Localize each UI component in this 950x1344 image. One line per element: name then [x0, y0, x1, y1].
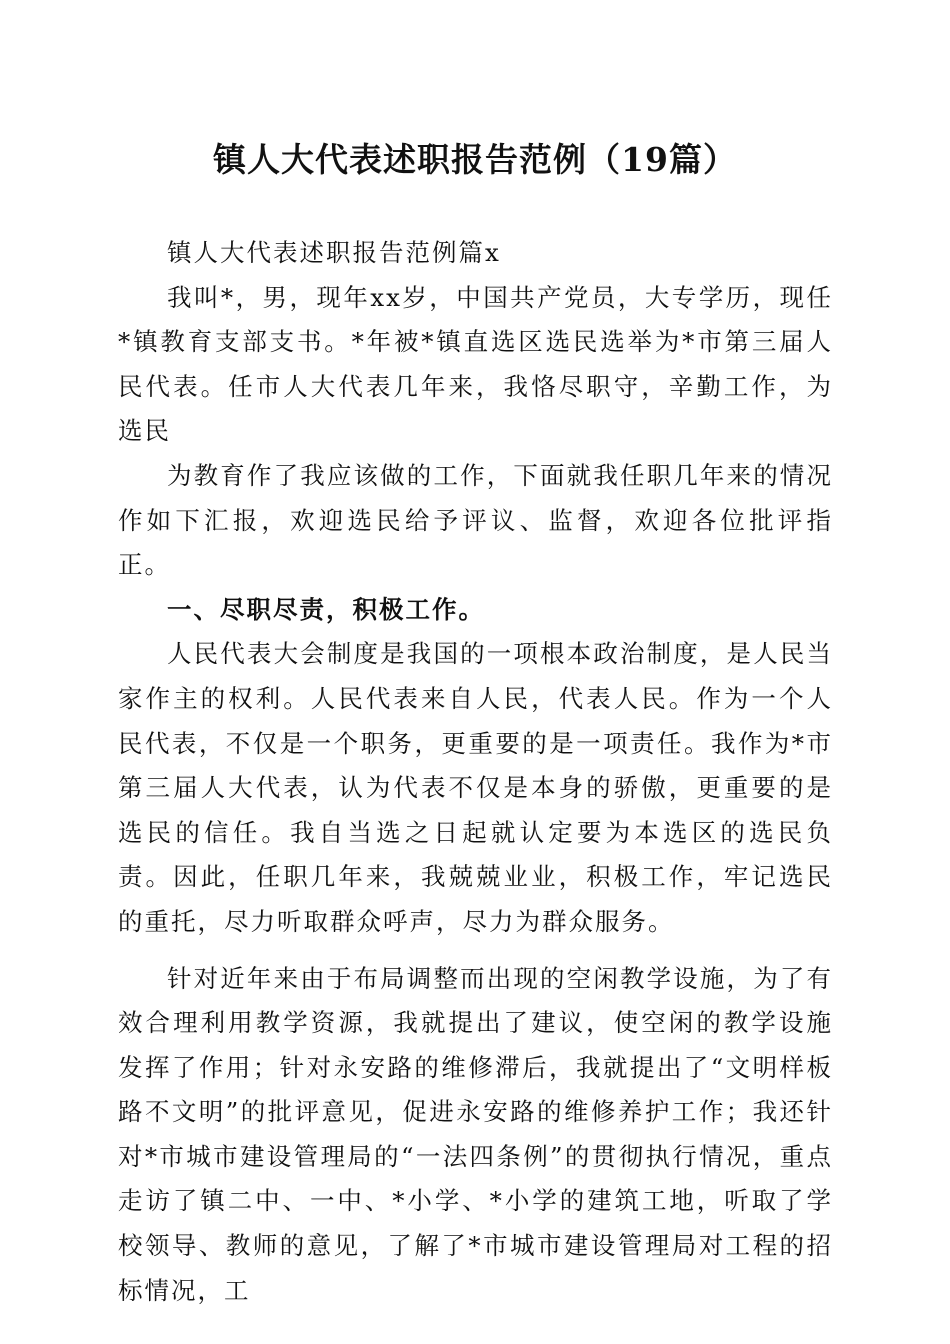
section-heading: 一、尽职尽责，积极工作。: [167, 594, 485, 624]
paragraph-actions: 针对近年来由于布局调整而出现的空闲教学设施，为了有效合理利用教学资源，我就提出了建议，使空闲的教学设施发挥了作用；针对永安路的维修滞后，我就提出了“文明样板路不文明”的批评意见，促进永安路的维修养护工作；我还针对*市城市建设管理局的“一法四条例”的贯彻执行情况，重点走访了镇二中、一中、*小学、*小学的建筑工地，听取了学校领导、教师的意见，了解了*市城市建设管理局对工程的招标情况，工: [118, 963, 833, 1305]
document-title: 镇人大代表述职报告范例（19篇）: [213, 140, 737, 179]
paragraph-report: 为教育作了我应该做的工作，下面就我任职几年来的情况作如下汇报，欢迎选民给予评议、监督，欢迎各位批评指正。: [118, 460, 833, 580]
paragraph-duty: 人民代表大会制度是我国的一项根本政治制度，是人民当家作主的权利。人民代表来自人民，代表人民。作为一个人民代表，不仅是一个职务，更重要的是一项责任。我作为*市第三届人大代表，认为代表不仅是本身的骄傲，更重要的是选民的信任。我自当选之日起就认定要为本选区的选民负责。因此，任职几年来，我兢兢业业，积极工作，牢记选民的重托，尽力听取群众呼声，尽力为群众服务。: [118, 639, 833, 936]
subtitle: 镇人大代表述职报告范例篇x: [167, 238, 501, 267]
paragraph-intro: 我叫*，男，现年xx岁，中国共产党员，大专学历，现任*镇教育支部支书。*年被*镇直选区选民选举为*市第三届人民代表。任市人大代表几年来，我恪尽职守，辛勤工作，为选民: [118, 282, 833, 446]
document-body: [118, 231, 833, 1313]
